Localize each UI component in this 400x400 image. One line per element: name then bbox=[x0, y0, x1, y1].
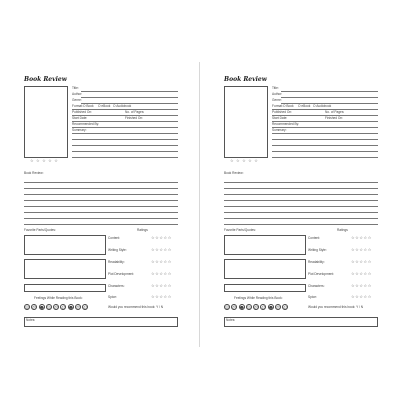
summary-line[interactable] bbox=[272, 151, 378, 152]
recommended-label: Recommended By: bbox=[272, 122, 300, 126]
recommended-line[interactable] bbox=[72, 127, 178, 128]
rating-category-label: Readability: bbox=[308, 260, 325, 264]
format-option[interactable]: O eBook bbox=[298, 104, 311, 108]
mood-face-icon[interactable]: ☹ bbox=[232, 305, 237, 310]
info-line[interactable] bbox=[81, 91, 178, 92]
finished-label: Finished On: bbox=[325, 116, 344, 120]
quote-box-2[interactable] bbox=[224, 259, 306, 279]
mood-face-icon[interactable]: ☺ bbox=[246, 305, 252, 310]
rating-category-label: Writing Style: bbox=[308, 248, 327, 252]
rating-stars[interactable]: ☆☆☆☆☆ bbox=[351, 247, 372, 252]
mood-face-icon[interactable]: ☺ bbox=[261, 305, 266, 310]
review-line[interactable] bbox=[224, 206, 378, 207]
start-label: Start Date: bbox=[72, 116, 88, 120]
mood-face-icon[interactable]: ☹ bbox=[32, 305, 37, 310]
format-label: Format: bbox=[272, 104, 283, 108]
review-line[interactable] bbox=[224, 188, 378, 189]
cover-rating-stars[interactable]: ☆ ☆ ☆ ☆ ☆ bbox=[30, 158, 59, 163]
rating-category-label: Readability: bbox=[108, 260, 125, 264]
review-line[interactable] bbox=[24, 200, 178, 201]
ratings-heading: Ratings bbox=[337, 228, 348, 232]
page-title: Book Review bbox=[224, 76, 267, 83]
book-review-label: Book Review: bbox=[224, 171, 244, 175]
favorite-label: Favorite Parts/Quotes: bbox=[24, 228, 56, 232]
summary-line[interactable] bbox=[272, 145, 378, 146]
rating-stars[interactable]: ☆☆☆☆☆ bbox=[351, 271, 372, 276]
summary-line[interactable] bbox=[72, 139, 178, 140]
rating-stars[interactable]: ☆☆☆☆☆ bbox=[351, 294, 372, 299]
review-line[interactable] bbox=[224, 194, 378, 195]
rating-stars[interactable]: ☆☆☆☆☆ bbox=[151, 259, 172, 264]
review-line[interactable] bbox=[224, 200, 378, 201]
mood-face-icon[interactable]: ☹ bbox=[276, 305, 281, 310]
page-divider bbox=[199, 62, 200, 347]
quote-box-3[interactable] bbox=[24, 284, 106, 292]
start-label: Start Date: bbox=[272, 116, 288, 120]
info-label: Genre: bbox=[272, 98, 282, 102]
summary-line[interactable] bbox=[72, 157, 178, 158]
recommend-label: Would you recommend this book: Y / N bbox=[308, 305, 364, 309]
summary-label: Summary: bbox=[72, 128, 87, 132]
info-label: Title: bbox=[272, 86, 279, 90]
rating-category-label: Content: bbox=[308, 236, 321, 240]
ratings-heading: Ratings bbox=[137, 228, 148, 232]
mood-face-icon[interactable]: ☺ bbox=[46, 305, 52, 310]
rating-category-label: Writing Style: bbox=[108, 248, 127, 252]
favorite-label: Favorite Parts/Quotes: bbox=[224, 228, 256, 232]
summary-line[interactable] bbox=[72, 133, 178, 134]
rating-category-label: Characters: bbox=[108, 284, 125, 288]
review-line[interactable] bbox=[224, 218, 378, 219]
info-label: Genre: bbox=[72, 98, 82, 102]
summary-line[interactable] bbox=[272, 157, 378, 158]
rating-stars[interactable]: ☆☆☆☆☆ bbox=[151, 283, 172, 288]
review-line[interactable] bbox=[224, 182, 378, 183]
review-line[interactable] bbox=[224, 224, 378, 225]
rating-stars[interactable]: ☆☆☆☆☆ bbox=[151, 247, 172, 252]
review-line[interactable] bbox=[24, 188, 178, 189]
mood-face-icon[interactable]: ☺ bbox=[283, 305, 288, 310]
format-option[interactable]: O eBook bbox=[98, 104, 111, 108]
rating-stars[interactable]: ☆☆☆☆☆ bbox=[151, 271, 172, 276]
review-line[interactable] bbox=[24, 212, 178, 213]
review-line[interactable] bbox=[224, 212, 378, 213]
review-line[interactable] bbox=[24, 218, 178, 219]
quote-box-3[interactable] bbox=[224, 284, 306, 292]
notes-box[interactable] bbox=[24, 317, 178, 327]
quote-box-2[interactable] bbox=[24, 259, 106, 279]
recommended-label: Recommended By: bbox=[72, 122, 100, 126]
mood-face-icon[interactable]: ☻ bbox=[268, 305, 273, 310]
pages-label: No. of Pages: bbox=[325, 110, 345, 114]
rating-stars[interactable]: ☆☆☆☆☆ bbox=[351, 259, 372, 264]
summary-line[interactable] bbox=[72, 151, 178, 152]
recommend-label: Would you recommend this book: Y / N bbox=[108, 305, 164, 309]
rating-category-label: Plot Development: bbox=[308, 272, 335, 276]
rating-category-label: Content: bbox=[108, 236, 121, 240]
format-option[interactable]: O Audiobook bbox=[113, 104, 132, 108]
format-option[interactable]: O Audiobook bbox=[313, 104, 332, 108]
rating-stars[interactable]: ☆☆☆☆☆ bbox=[151, 235, 172, 240]
mood-row bbox=[224, 304, 288, 310]
mood-face-icon[interactable]: ☺ bbox=[25, 305, 30, 310]
rating-category-label: Plot Development: bbox=[108, 272, 135, 276]
feelings-label: Feelings While Reading this Book: bbox=[34, 296, 83, 300]
summary-line[interactable] bbox=[272, 139, 378, 140]
notes-label: Notes: bbox=[226, 318, 236, 322]
format-label: Format: bbox=[72, 104, 83, 108]
page-title: Book Review bbox=[24, 76, 67, 83]
info-label: Author: bbox=[72, 92, 83, 96]
published-label: Published On: bbox=[72, 110, 93, 114]
cover-rating-stars[interactable]: ☆ ☆ ☆ ☆ ☆ bbox=[230, 158, 259, 163]
info-label: Title: bbox=[72, 86, 79, 90]
rating-stars[interactable]: ☆☆☆☆☆ bbox=[351, 283, 372, 288]
mood-face-icon[interactable]: ☹ bbox=[54, 305, 59, 310]
review-line[interactable] bbox=[24, 194, 178, 195]
notes-box[interactable] bbox=[224, 317, 378, 327]
published-label: Published On: bbox=[272, 110, 293, 114]
mood-face-icon[interactable]: ☻ bbox=[68, 305, 73, 310]
info-label: Author: bbox=[272, 92, 283, 96]
quote-box-1[interactable] bbox=[224, 235, 306, 255]
format-option[interactable]: O Book bbox=[83, 104, 94, 108]
mood-face-icon[interactable]: ☻ bbox=[239, 305, 244, 310]
review-line[interactable] bbox=[24, 182, 178, 183]
cover-image-box[interactable] bbox=[224, 86, 268, 158]
notes-label: Notes: bbox=[26, 318, 36, 322]
mood-face-icon[interactable]: ☻ bbox=[39, 305, 44, 310]
mood-row bbox=[24, 304, 88, 310]
feelings-label: Feelings While Reading this Book: bbox=[234, 296, 283, 300]
rating-category-label: Spice: bbox=[108, 295, 117, 299]
mood-face-icon[interactable]: ☹ bbox=[76, 305, 81, 310]
mood-face-icon[interactable]: ☹ bbox=[254, 305, 259, 310]
cover-image-box[interactable] bbox=[24, 86, 68, 158]
review-line[interactable] bbox=[24, 224, 178, 225]
format-option[interactable]: O Book bbox=[283, 104, 294, 108]
review-line[interactable] bbox=[24, 206, 178, 207]
summary-line[interactable] bbox=[72, 145, 178, 146]
quote-box-1[interactable] bbox=[24, 235, 106, 255]
pages-label: No. of Pages: bbox=[125, 110, 145, 114]
mood-face-icon[interactable]: ☺ bbox=[61, 305, 66, 310]
finished-label: Finished On: bbox=[125, 116, 144, 120]
info-line[interactable] bbox=[281, 97, 378, 98]
rating-stars[interactable]: ☆☆☆☆☆ bbox=[151, 294, 172, 299]
review-page-right bbox=[200, 0, 400, 400]
rating-stars[interactable]: ☆☆☆☆☆ bbox=[351, 235, 372, 240]
rating-category-label: Characters: bbox=[308, 284, 325, 288]
summary-line[interactable] bbox=[272, 133, 378, 134]
info-line[interactable] bbox=[81, 97, 178, 98]
book-review-label: Book Review: bbox=[24, 171, 44, 175]
summary-label: Summary: bbox=[272, 128, 287, 132]
rating-category-label: Spice: bbox=[308, 295, 317, 299]
info-line[interactable] bbox=[281, 91, 378, 92]
recommended-line[interactable] bbox=[272, 127, 378, 128]
mood-face-icon[interactable]: ☺ bbox=[225, 305, 230, 310]
mood-face-icon[interactable]: ☺ bbox=[83, 305, 88, 310]
